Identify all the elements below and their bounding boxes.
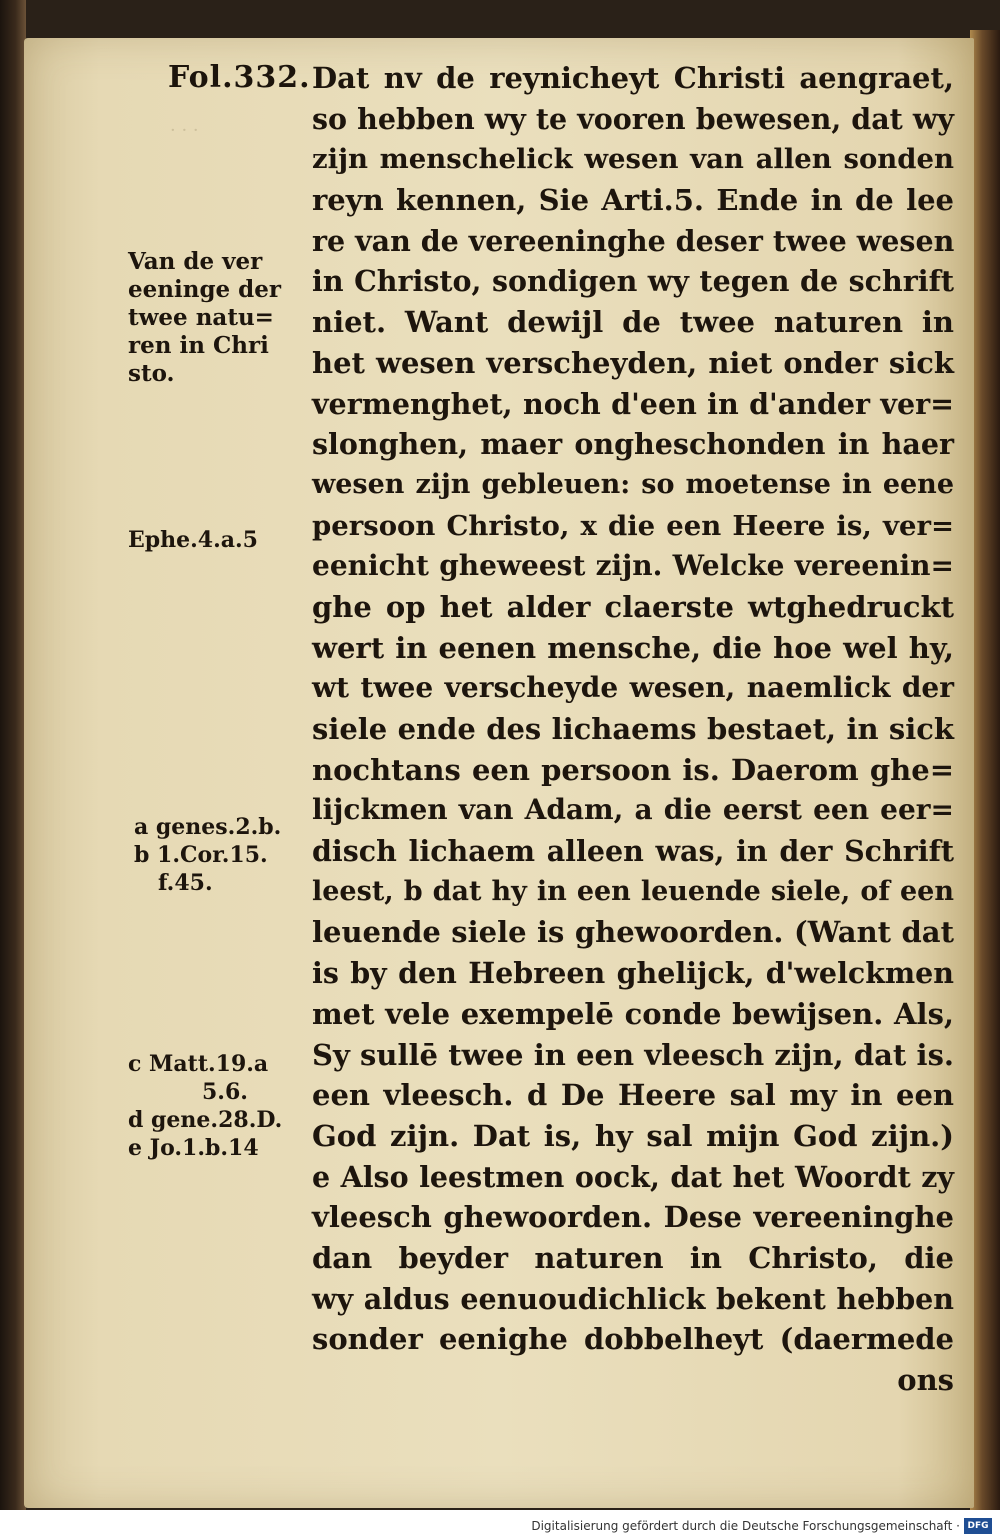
text-line: so hebben wy te vooren bewesen, dat wy — [312, 101, 954, 136]
text-line: niet. Want dewijl de twee naturen in — [312, 305, 954, 340]
text-line: wy aldus eenuoudichlick bekent hebben — [312, 1281, 954, 1316]
text-line: vermenghet, noch d'een in d'ander ver= — [312, 386, 954, 421]
text-line: nochtans een persoon is. Daerom ghe= — [312, 752, 954, 787]
footer-bar — [0, 1510, 1000, 1540]
folio-number: Fol.332. — [168, 60, 311, 95]
text-line: e Also leestmen oock, dat het Woordt zy — [312, 1159, 954, 1194]
text-line: God zijn. Dat is, hy sal mijn God zijn.) — [312, 1118, 954, 1153]
text-line: zijn menschelick wesen van allen sonden — [312, 143, 954, 176]
text-line: vleesch ghewoorden. Dese vereeninghe — [312, 1200, 954, 1235]
margin-heading-line: twee natu= — [128, 304, 274, 331]
margin-ref-ephesians: Ephe.4.a.5 — [128, 527, 258, 553]
text-line: wt twee verscheyde wesen, naemlick der — [312, 671, 954, 705]
text-line: persoon Christo, x die een Heere is, ver= — [312, 509, 954, 542]
text-line: lijckmen van Adam, a die eerst een eer= — [312, 793, 954, 827]
margin-refs-ab — [134, 813, 281, 897]
margin-heading-line: sto. — [128, 360, 175, 387]
text-line: reyn kennen, Sie Arti.5. Ende in de lee — [312, 183, 954, 218]
text-line: in Christo, sondigen wy tegen de schrift — [312, 264, 954, 299]
text-line: ghe op het alder claerste wtghedruckt — [312, 589, 954, 624]
text-line: eenicht gheweest zijn. Welcke vereenin= — [312, 549, 954, 583]
body-text — [312, 58, 954, 1401]
text-line: leuende siele is ghewoorden. (Want dat — [312, 915, 954, 950]
margin-ref: d gene.28.D. — [128, 1107, 283, 1133]
margin-heading-line: eeninge der — [128, 276, 282, 303]
text-line: Sy sullē twee in een vleesch zijn, dat is. — [312, 1037, 954, 1072]
margin-ref: b 1.Cor.15. — [134, 842, 268, 868]
text-line: slonghen, maer ongheschonden in haer — [312, 427, 954, 462]
text-line: wert in eenen mensche, die hoe wel hy, — [312, 630, 954, 665]
text-line: is by den Hebreen ghelijck, d'welckmen — [312, 956, 954, 991]
text-line: leest, b dat hy in een leuende siele, of een — [312, 875, 954, 907]
text-line: siele ende des lichaems bestaet, in sick — [312, 712, 954, 746]
text-line: het wesen verscheyden, niet onder sick — [312, 345, 954, 380]
margin-ref: a genes.2.b. — [134, 814, 282, 840]
margin-heading-line: Van de ver — [128, 248, 263, 275]
text-line: sonder eenighe dobbelheyt (daermede — [312, 1322, 954, 1357]
margin-heading-line: ren in Chri — [128, 332, 269, 359]
text-line: Dat nv de reynicheyt Christi aengraet, — [312, 61, 954, 95]
margin-ref: c Matt.19.a — [128, 1051, 269, 1077]
margin-ref: 5.6. — [202, 1079, 248, 1105]
text-line: wesen zijn gebleuen: so moetense in eene — [312, 468, 954, 500]
margin-heading — [128, 248, 281, 388]
book-page-edge — [970, 30, 1000, 1510]
show-through-marks: · · · — [170, 120, 199, 141]
text-line: dan beyder naturen in Christo, die — [312, 1240, 954, 1275]
text-line: met vele exempelē conde bewijsen. Als, — [312, 996, 954, 1031]
dfg-logo: DFG — [964, 1518, 992, 1534]
margin-ref: e Jo.1.b.14 — [128, 1135, 259, 1161]
text-line: een vleesch. d De Heere sal my in een — [312, 1078, 954, 1113]
catchword: ons — [897, 1363, 954, 1397]
margin-refs-cde — [128, 1050, 282, 1162]
text-line: re van de vereeninghe deser twee wesen — [312, 223, 955, 258]
margin-ref: f.45. — [158, 870, 213, 896]
footer-credit: Digitalisierung gefördert durch die Deutsche Forschungsgemeinschaft · — [531, 1519, 960, 1533]
text-line: disch lichaem alleen was, in der Schrift — [312, 834, 954, 869]
book-binding-left — [0, 0, 26, 1510]
